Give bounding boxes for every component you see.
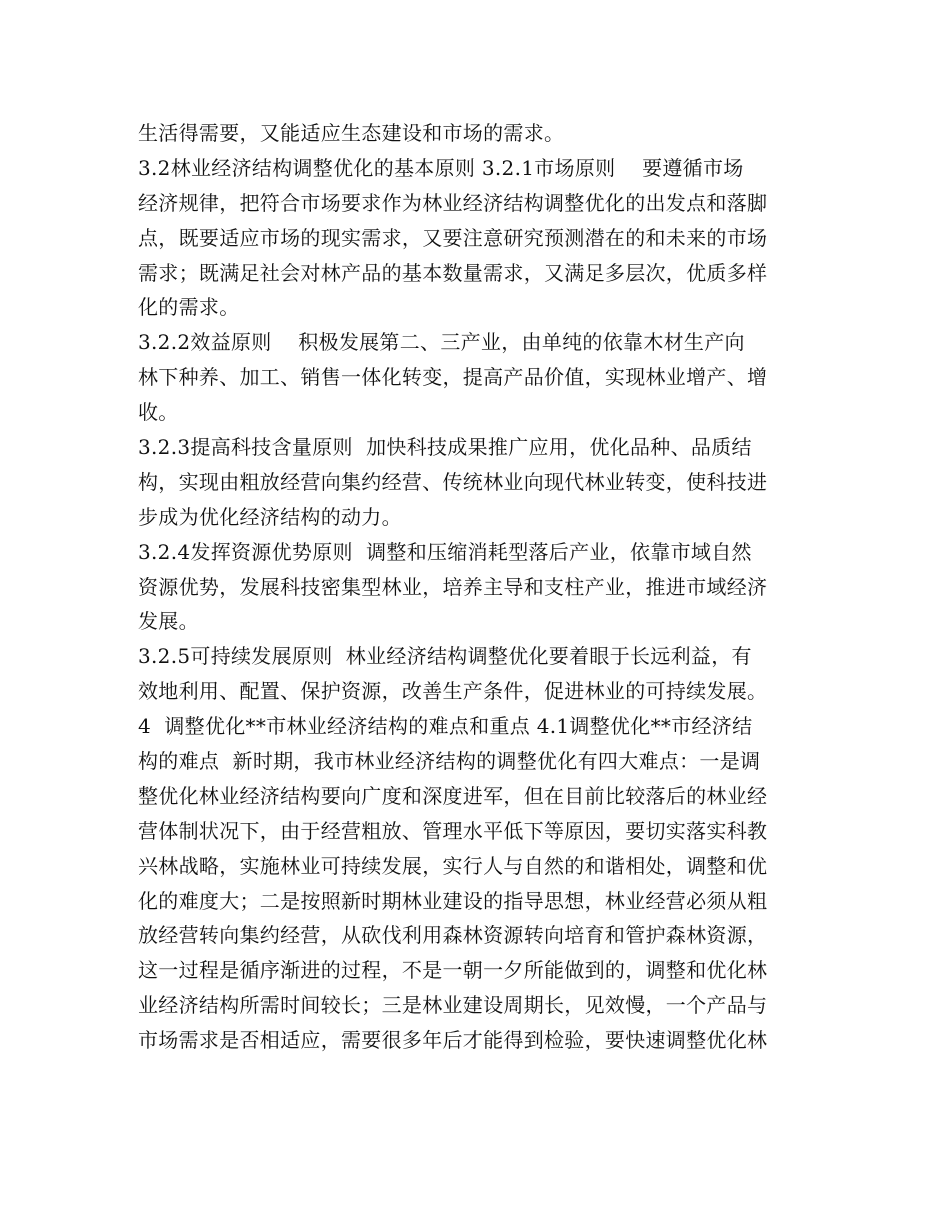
text-line: 步成为优化经济结构的动力。 <box>138 504 402 529</box>
text-line: 林下种养、加工、销售一体化转变，提高产品价值，实现林业增产、增 <box>138 365 768 390</box>
text-line: 兴林战略，实施林业可持续发展，实行人与自然的和谐相处，调整和优 <box>138 853 768 878</box>
text-line: 效地利用、配置、保护资源，改善生产条件，促进林业的可持续发展。 <box>138 679 768 704</box>
text-line: 需求；既满足社会对林产品的基本数量需求，又满足多层次，优质多样 <box>138 260 768 285</box>
document-page <box>138 116 814 1058</box>
text-line: 3.2.4发挥资源优势原则 调整和压缩消耗型落后产业，依靠市域自然 <box>138 539 752 564</box>
text-line: 经济规律，把符合市场要求作为林业经济结构调整优化的出发点和落脚 <box>138 190 768 215</box>
text-line: 市场需求是否相适应，需要很多年后才能得到检验，要快速调整优化林 <box>138 1028 768 1053</box>
text-line: 资源优势，发展科技密集型林业，培养主导和支柱产业，推进市域经济 <box>138 574 768 599</box>
text-line: 营体制状况下，由于经营粗放、管理水平低下等原因，要切实落实科教 <box>138 818 768 843</box>
text-line: 这一过程是循序渐进的过程，不是一朝一夕所能做到的，调整和优化林 <box>138 958 768 983</box>
text-line: 收。 <box>138 400 179 425</box>
text-line: 点，既要适应市场的现实需求，又要注意研究预测潜在的和未来的市场 <box>138 225 768 250</box>
text-line: 构，实现由粗放经营向集约经营、传统林业向现代林业转变，使科技进 <box>138 469 768 494</box>
text-line: 业经济结构所需时间较长；三是林业建设周期长，见效慢，一个产品与 <box>138 993 768 1018</box>
text-line: 整优化林业经济结构要向广度和深度进军，但在目前比较落后的林业经 <box>138 783 768 808</box>
text-line: 3.2林业经济结构调整优化的基本原则 3.2.1市场原则 要遵循市场 <box>138 155 744 180</box>
text-line: 4 调整优化**市林业经济结构的难点和重点 4.1调整优化**市经济结 <box>138 714 753 739</box>
text-line: 放经营转向集约经营，从砍伐利用森林资源转向培育和管护森林资源， <box>138 923 768 948</box>
text-line: 化的难度大；二是按照新时期林业建设的指导思想，林业经营必须从粗 <box>138 888 768 913</box>
text-line: 构的难点 新时期，我市林业经济结构的调整优化有四大难点：一是调 <box>138 749 761 774</box>
text-line: 化的需求。 <box>138 295 240 320</box>
text-line: 发展。 <box>138 609 199 634</box>
text-line: 生活得需要，又能适应生态建设和市场的需求。 <box>138 121 565 145</box>
text-line: 3.2.5可持续发展原则 林业经济结构调整优化要着眼于长远利益，有 <box>138 644 752 669</box>
text-line: 3.2.3提高科技含量原则 加快科技成果推广应用，优化品种、品质结 <box>138 435 752 460</box>
text-line: 3.2.2效益原则 积极发展第二、三产业，由单纯的依靠木材生产向 <box>138 330 745 355</box>
